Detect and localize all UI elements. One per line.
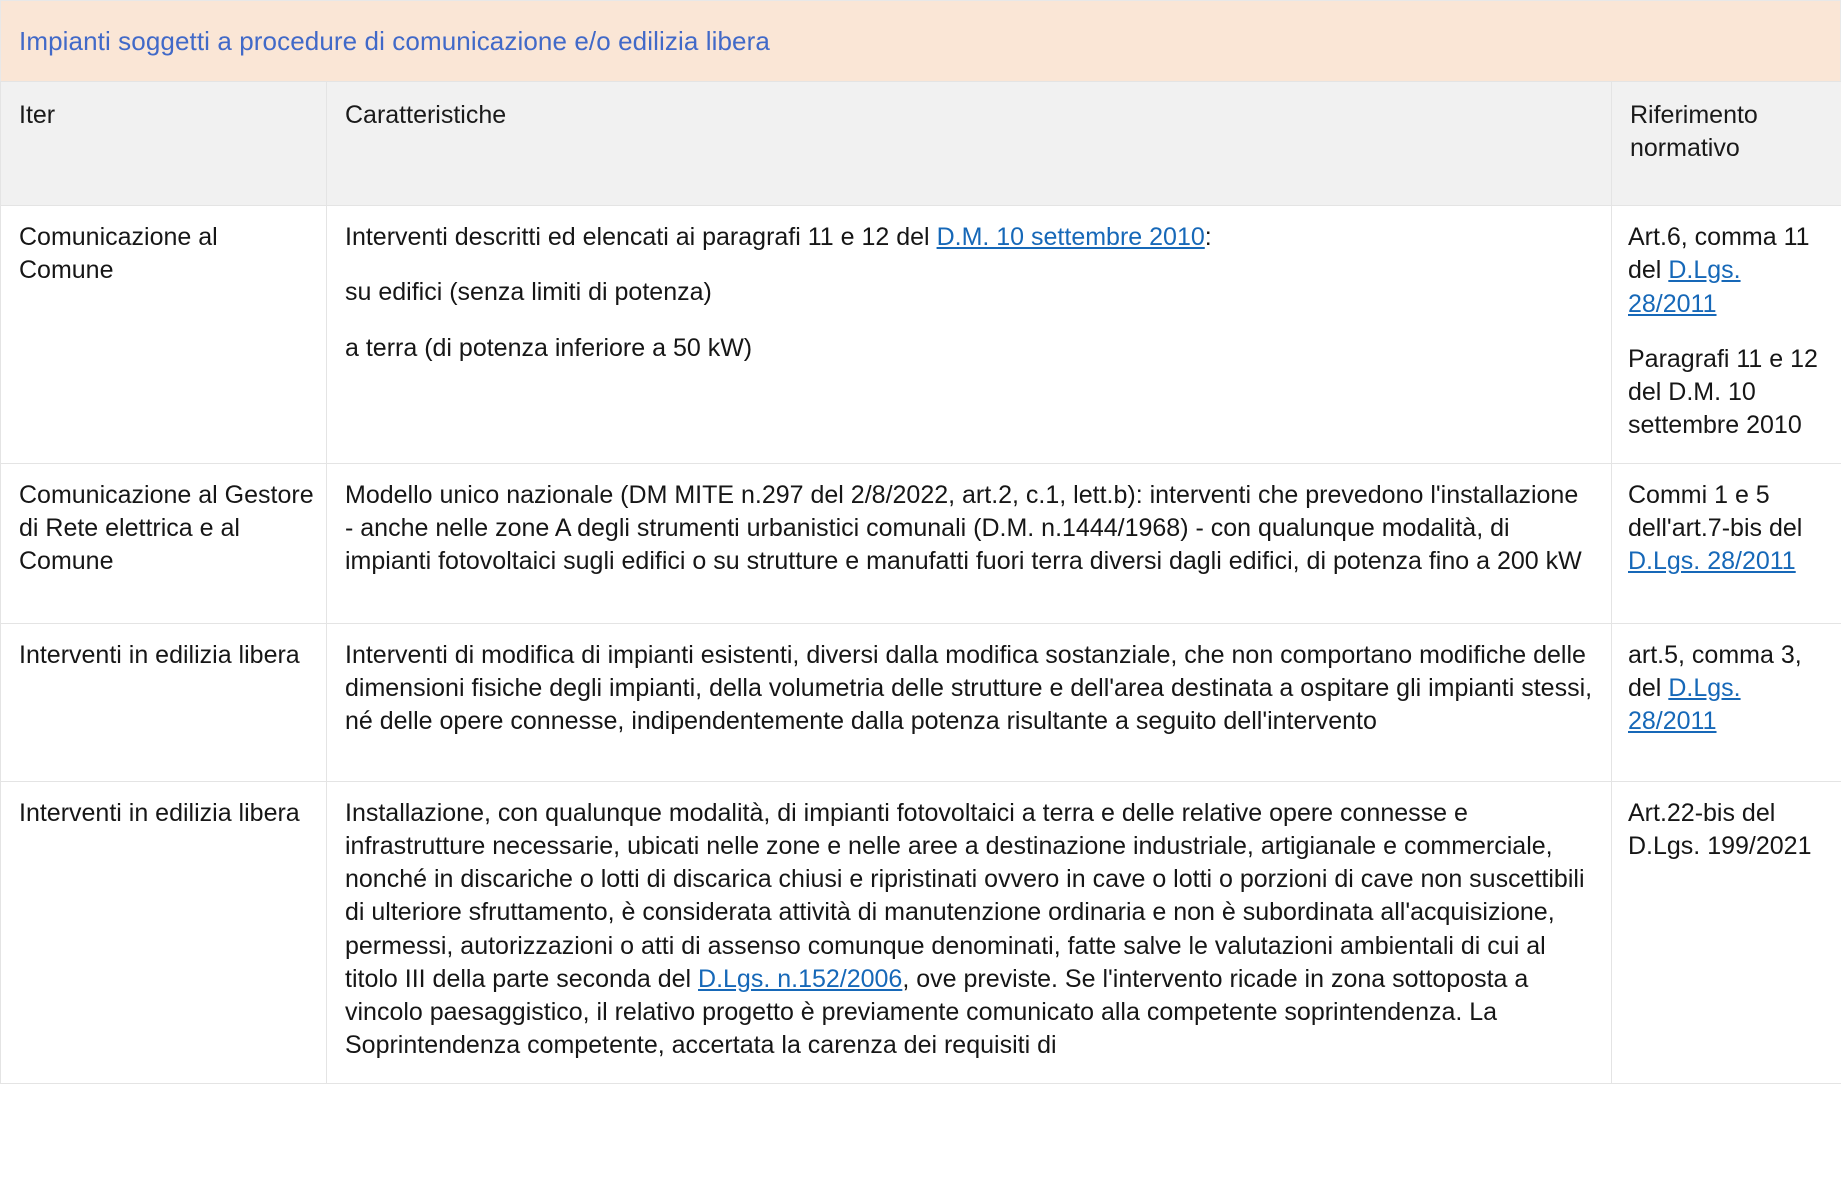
paragraph: Interventi di modifica di impianti esistenti, diversi dalla modifica sostanziale, che non comportano modifiche delle dimensioni fisiche degli impianti, della volumetria delle strutture e dell'area destinata a ospitare gli impianti stessi, né delle opere connesse, indipendentemente dalla potenza risultante a seguito dell'intervento [345, 640, 1593, 735]
table-title: Impianti soggetti a procedure di comunicazione e/o edilizia libera [19, 25, 770, 56]
cell-caratteristiche [327, 781, 1612, 1083]
header-row [1, 82, 1841, 206]
cell-caratteristiche [327, 463, 1612, 623]
link-dlgs-28-2011[interactable]: D.Lgs. 28/2011 [1628, 256, 1741, 318]
paragraph: a terra (di potenza inferiore a 50 kW) [345, 333, 753, 362]
text-before-link: Interventi descritti ed elencati ai paragrafi 11 e 12 del [345, 223, 937, 251]
paragraph: Art.22-bis del D.Lgs. 199/2021 [1628, 798, 1812, 860]
cell-iter: Interventi in edilizia libera [1, 781, 327, 1083]
column-header-caratteristiche: Caratteristiche [327, 82, 1612, 206]
cell-riferimento [1612, 623, 1841, 781]
column-header-iter: Iter [1, 82, 327, 206]
table-row [1, 206, 1841, 464]
text-after-link: : [1204, 223, 1212, 251]
cell-riferimento [1612, 781, 1841, 1083]
text-before-link: Installazione, con qualunque modalità, di impianti fotovoltaici a terra e delle relative opere connesse e infrastrutture necessarie, ubicati nelle zone e nelle aree a destinazione industriale, artigianale e commerciale, nonché in discariche o lotti di discarica chiusi e ripristinati ovvero in cave o lotti o porzioni di cave non suscettibili di ulteriore sfruttamento, è considerata attività di manutenzione ordinaria e non è subordinata all'acquisizione, permessi, autorizzazioni o atti di assenso comunque denominati, fatte salve le valutazioni ambientali di cui al titolo III della parte seconda del [345, 798, 1585, 993]
cell-iter: Comunicazione al Gestore di Rete elettrica e al Comune [1, 463, 327, 623]
table-header [1, 82, 1841, 206]
cell-caratteristiche [327, 623, 1612, 781]
paragraph: Modello unico nazionale (DM MITE n.297 del 2/8/2022, art.2, c.1, lett.b): interventi che prevedono l'installazione - anche nelle zone A degli strumenti urbanistici comunali (D.M. n.1444/1968) - con qualunque modalità, di impianti fotovoltaici sugli edifici o su strutture e manufatti fuori terra diversi dagli edifici, di potenza fino a 200 kW [345, 480, 1582, 575]
table-body [1, 206, 1841, 1084]
paragraph [1628, 639, 1831, 739]
text-before-link: Art.6, comma 11 del [1628, 223, 1810, 285]
column-header-riferimento-normativo: Riferimento normativo [1612, 82, 1841, 206]
text-before-link: Commi 1 e 5 dell'art.7-bis del [1628, 480, 1803, 542]
table-row [1, 463, 1841, 623]
paragraph [1628, 479, 1831, 579]
cell-iter: Interventi in edilizia libera [1, 623, 327, 781]
paragraph [1628, 221, 1831, 321]
regulations-table [0, 81, 1841, 1084]
paragraph: su edifici (senza limiti di potenza) [345, 278, 712, 307]
cell-caratteristiche [327, 206, 1612, 464]
table-caption-band [0, 0, 1841, 81]
link-dlgs-28-2011[interactable]: D.Lgs. 28/2011 [1628, 547, 1796, 575]
paragraph: Paragrafi 11 e 12 del D.M. 10 settembre 2010 [1628, 344, 1818, 440]
table-row [1, 781, 1841, 1083]
cell-iter: Comunicazione al Comune [1, 206, 327, 464]
table-row [1, 623, 1841, 781]
link-dm-10-settembre-2010[interactable]: D.M. 10 settembre 2010 [936, 223, 1205, 251]
text-after-link: , ove previste. Se l'intervento ricade in zona sottoposta a vincolo paesaggistico, il relativo progetto è previamente comunicato alla competente soprintendenza. La Soprintendenza competente, accertata la carenza dei requisiti di [345, 964, 1529, 1060]
cell-riferimento [1612, 463, 1841, 623]
link-dlgs-28-2011[interactable]: D.Lgs. 28/2011 [1628, 673, 1741, 735]
text-before-link: art.5, comma 3, del [1628, 640, 1802, 702]
cell-riferimento [1612, 206, 1841, 464]
paragraph [345, 221, 1593, 254]
paragraph [345, 797, 1593, 1063]
link-dlgs-152-2006[interactable]: D.Lgs. n.152/2006 [698, 964, 903, 993]
